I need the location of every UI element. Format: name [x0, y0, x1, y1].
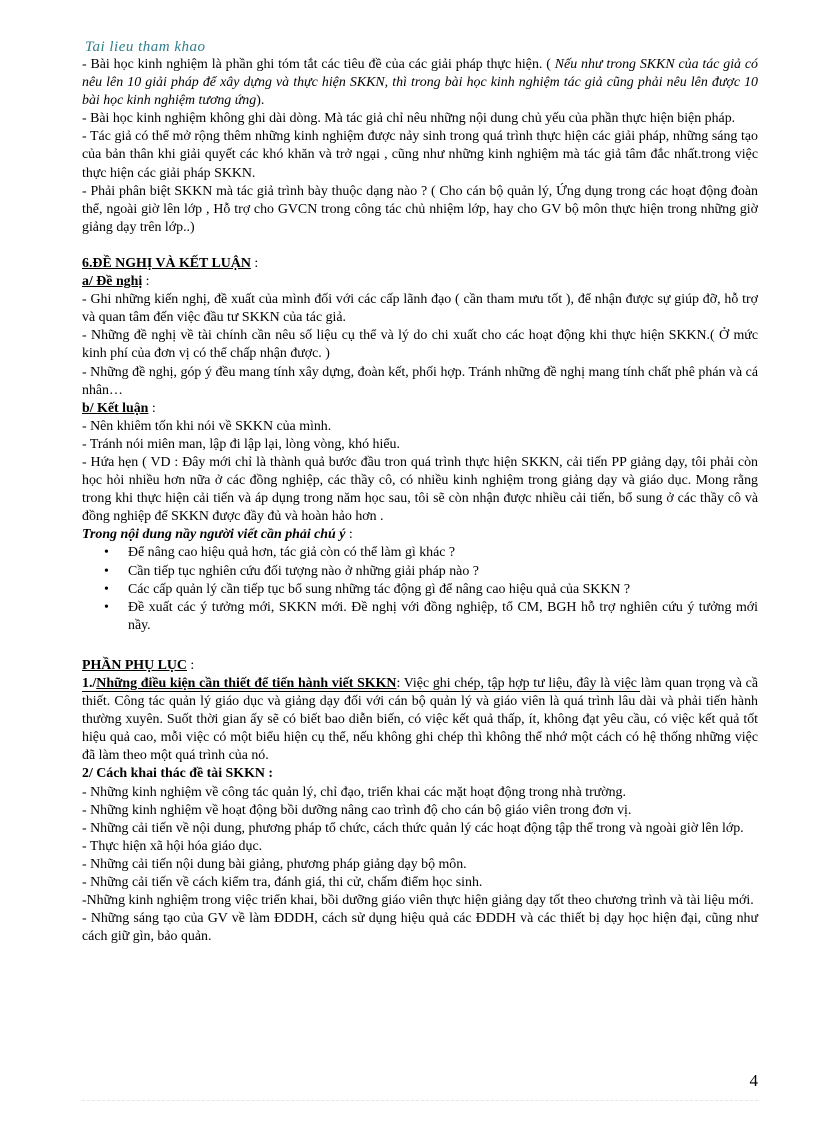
bullet-icon: • [104, 581, 109, 597]
section-divider [82, 691, 640, 692]
intro-paragraph-4: - Phải phân biệt SKKN mà tác giả trình bày thuộc dạng nào ? ( Cho cán bộ quản lý, Ứng dụng trong các hoạt động đoàn thể, ngoài giờ lên lớp , Hỗ trợ cho GVCN trong công tác chủ nhiệm lớp, hay cho GV bộ môn thực hiện trong những giờ giảng dạy trên lớp..) [82, 183, 758, 235]
bullet-icon: • [104, 545, 109, 561]
subsection-b-heading: b/ Kết luận : [82, 400, 156, 416]
section-6-heading: 6.ĐỀ NGHỊ VÀ KẾT LUẬN : [82, 255, 259, 271]
page-number: 4 [749, 1071, 758, 1090]
appendix-item: - Những cải tiến về cách kiểm tra, đánh giá, thi cử, chấm điểm học sinh. [82, 875, 483, 891]
intro-paragraph-3: - Tác giả có thể mở rộng thêm những kinh nghiệm được nảy sinh trong quá trình thực hiện các giải pháp, những sáng tạo của bản thân khi giải quyết các khó khăn và trở ngại , cũng như những kinh nghiệm mà tác giả tâm đắc nhất.trong việc thực hiện các giải pháp SKKN. [82, 129, 758, 181]
proposal-item: - Những đề nghị, góp ý đều mang tính xây dựng, đoàn kết, phối hợp. Tránh những đề nghị mang tính chất phê phán và cá nhân… [82, 364, 758, 398]
watermark-text: Tai lieu tham khao [85, 39, 206, 55]
note-bullet-list [82, 544, 758, 634]
appendix-section-2-heading: 2/ Cách khai thác đề tài SKKN : [82, 766, 274, 782]
appendix-item: - Những kinh nghiệm về công tác quản lý, chỉ đạo, triển khai các mặt hoạt động trong nhà trường. [82, 784, 626, 800]
appendix-section-1: 1./Những điều kiện cần thiết để tiến hành viết SKKN: Việc ghi chép, tập hợp tư liệu, đây là việc làm quan trọng và cầ thiết. Công tác quản lý giáo dục và giảng dạy đối với cán bộ quản lý và giáo viên là quá trình lâu dài và phải tiến hành thường xuyên. Suốt thời gian ấy sẽ có biết bao diễn biến, có việc kết quả thấp, ít, không đạt yêu cầu, có việc kết quả tốt hiệu quả cao, mỗi việc có một biểu hiện cụ thể, nếu không ghi chép thì không thể nhớ một cách có hệ thống những việc đã làm theo một quá trình của nó. [82, 676, 759, 764]
list-item: • Đề xuất các ý tưởng mới, SKKN mới. Đề nghị với đồng nghiệp, tổ CM, BGH hỗ trợ nghiên cứu ý tưởng mới nầy. [104, 599, 758, 633]
intro-paragraph-1: - Bài học kinh nghiệm là phần ghi tóm tắt các tiêu đề của các giải pháp thực hiện. ( Nếu như trong SKKN của tác giả có nêu lên 10 giải pháp để xây dựng và thực hiện SKKN, thì trong bài học kinh nghiệm tác giả cũng phải nêu lên được 10 bài học kinh nghiệm tương ứng). [82, 57, 758, 109]
document-page [82, 38, 758, 946]
appendix-item: - Những sáng tạo của GV về làm ĐDDH, cách sử dụng hiệu quả các ĐDDH và các thiết bị dạy học hiện đại, cũng như cách giữ gìn, bảo quản. [82, 911, 758, 945]
list-item: • Cần tiếp tục nghiên cứu đối tượng nào ở những giải pháp nào ? [128, 563, 758, 581]
conclusion-item: - Hứa hẹn ( VD : Đây mới chỉ là thành quả bước đầu tron quá trình thực hiện SKKN, cải tiến PP giảng dạy, tôi phải còn học hỏi nhiều hơn nữa ở các đồng nghiệp, các thầy cô, có nhiều kinh nghiệm trong giảng dạy và giáo dục. Mong rằng trong khi thực hiện cải tiến và áp dụng trong năm học sau, tôi sẽ còn nhận được nhiều cải tiến, bổ sung ở các thầy cô và đồng nghiệp để SKKN được đầy đủ và hoàn hảo hơn . [82, 454, 758, 525]
conclusion-item: - Tránh nói miên man, lập đi lập lại, lòng vòng, khó hiểu. [82, 436, 400, 452]
appendix-item: - Thực hiện xã hội hóa giáo dục. [82, 838, 263, 854]
appendix-item: -Những kinh nghiệm trong việc triển khai, bồi dưỡng giáo viên thực hiện giảng dạy tốt theo chương trình và tài liệu mới. [82, 893, 754, 909]
subsection-a-heading: a/ Đề nghị : [82, 274, 150, 290]
proposal-item: - Ghi những kiến nghị, đề xuất của mình đối với các cấp lãnh đạo ( cần tham mưu tốt ), để nhận được sự giúp đỡ, hỗ trợ và quan tâm đến việc đầu tư SKKN của tác giả. [82, 292, 758, 326]
list-item: • Các cấp quản lý cần tiếp tục bổ sung những tác động gì để nâng cao hiệu quả của SKKN ? [128, 581, 758, 599]
conclusion-item: - Nên khiêm tốn khi nói về SKKN của mình. [82, 418, 332, 434]
intro-paragraph-2: - Bài học kinh nghiệm không ghi dài dòng. Mà tác giả chỉ nêu những nội dung chủ yếu của phần thực hiện biện pháp. [82, 111, 736, 127]
appendix-item: - Những kinh nghiệm về hoạt động bồi dưỡng nâng cao trình độ cho cán bộ giáo viên trong đơn vị. [82, 802, 632, 818]
appendix-item: - Những cải tiến về nội dung, phương pháp tổ chức, cách thức quản lý các hoạt động tập thể trong và ngoài giờ lên lớp. [82, 820, 744, 836]
appendix-heading: PHẦN PHỤ LỤC : [82, 657, 195, 673]
proposal-item: - Những đề nghị về tài chính cần nêu số liệu cụ thể và lý do chi xuất cho các hoạt động khi thực hiện SKKN.( Ở mức kinh phí của đơn vị có thể chấp nhận được. ) [82, 328, 758, 362]
list-item: • Để nâng cao hiệu quả hơn, tác giả còn có thể làm gì khác ? [128, 544, 758, 562]
appendix-item: - Những cải tiến nội dung bài giảng, phương pháp giảng dạy bộ môn. [82, 856, 467, 872]
note-heading: Trong nội dung nầy người viết cần phải chú ý : [82, 527, 353, 543]
bullet-icon: • [104, 563, 109, 579]
bullet-icon: • [104, 599, 109, 615]
page-footer-line [82, 1100, 758, 1101]
